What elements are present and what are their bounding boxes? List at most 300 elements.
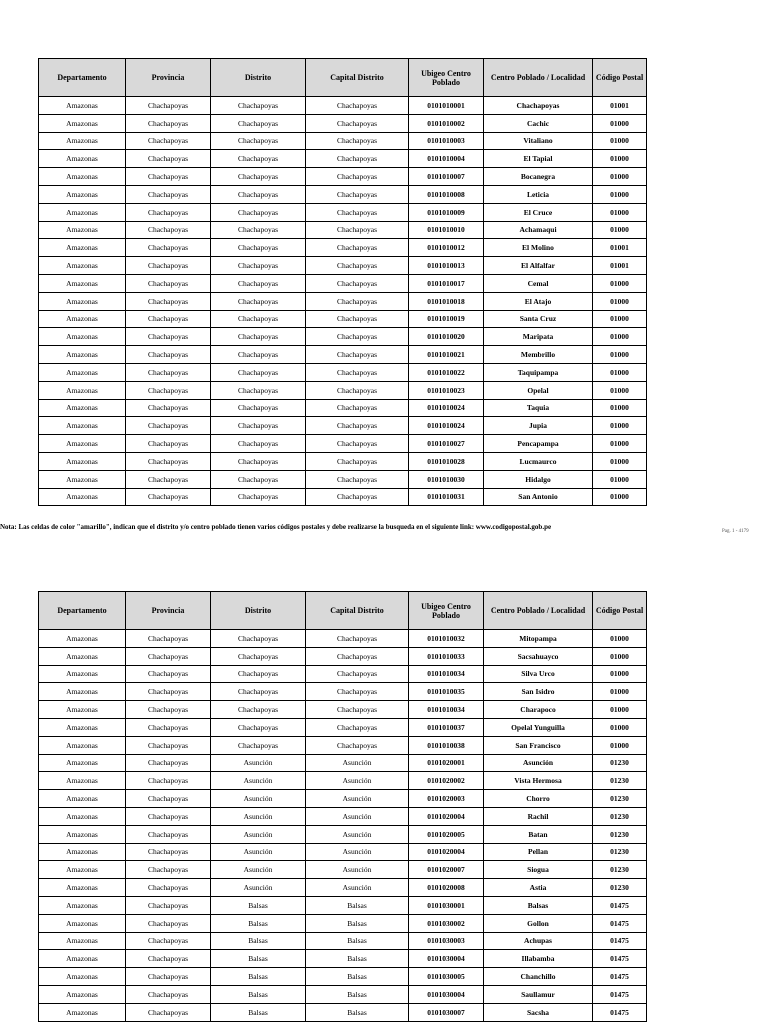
- cell-ubigeo: 0101030004: [409, 985, 484, 1003]
- cell-departamento: Amazonas: [39, 150, 126, 168]
- cell-codigo-postal: 01000: [593, 168, 647, 186]
- cell-ubigeo: 0101030002: [409, 914, 484, 932]
- cell-capital-distrito: Balsas: [306, 914, 409, 932]
- cell-codigo-postal: 01000: [593, 221, 647, 239]
- cell-ubigeo: 0101010035: [409, 683, 484, 701]
- table-row: [39, 452, 647, 470]
- cell-codigo-postal: 01230: [593, 807, 647, 825]
- cell-distrito: Chachapoyas: [211, 292, 306, 310]
- cell-capital-distrito: Chachapoyas: [306, 168, 409, 186]
- table-row: [39, 346, 647, 364]
- cell-departamento: Amazonas: [39, 363, 126, 381]
- cell-centro-poblado: Siogua: [484, 861, 593, 879]
- cell-distrito: Chachapoyas: [211, 630, 306, 648]
- cell-departamento: Amazonas: [39, 772, 126, 790]
- cell-distrito: Asunción: [211, 825, 306, 843]
- cell-codigo-postal: 01000: [593, 647, 647, 665]
- header-centro-poblado: Centro Poblado / Localidad: [484, 592, 593, 630]
- cell-centro-poblado: El Cruce: [484, 203, 593, 221]
- cell-ubigeo: 0101010012: [409, 239, 484, 257]
- cell-capital-distrito: Chachapoyas: [306, 203, 409, 221]
- cell-ubigeo: 0101030003: [409, 932, 484, 950]
- cell-departamento: Amazonas: [39, 417, 126, 435]
- cell-capital-distrito: Chachapoyas: [306, 150, 409, 168]
- cell-provincia: Chachapoyas: [126, 665, 211, 683]
- cell-departamento: Amazonas: [39, 701, 126, 719]
- cell-ubigeo: 0101010007: [409, 168, 484, 186]
- table-row: [39, 470, 647, 488]
- cell-ubigeo: 0101020008: [409, 879, 484, 897]
- cell-provincia: Chachapoyas: [126, 896, 211, 914]
- table-row: [39, 630, 647, 648]
- cell-ubigeo: 0101020001: [409, 754, 484, 772]
- table-row: [39, 168, 647, 186]
- header-codigo-postal: Código Postal: [593, 59, 647, 97]
- cell-ubigeo: 0101010018: [409, 292, 484, 310]
- header-departamento: Departamento: [39, 59, 126, 97]
- cell-capital-distrito: Balsas: [306, 985, 409, 1003]
- cell-codigo-postal: 01001: [593, 257, 647, 275]
- table-row: [39, 825, 647, 843]
- cell-codigo-postal: 01000: [593, 150, 647, 168]
- cell-centro-poblado: El Alfalfar: [484, 257, 593, 275]
- cell-centro-poblado: Vista Hermosa: [484, 772, 593, 790]
- cell-centro-poblado: El Tapial: [484, 150, 593, 168]
- cell-distrito: Chachapoyas: [211, 718, 306, 736]
- cell-capital-distrito: Asunción: [306, 879, 409, 897]
- cell-ubigeo: 0101010031: [409, 488, 484, 506]
- cell-centro-poblado: Chachapoyas: [484, 97, 593, 115]
- cell-ubigeo: 0101010034: [409, 665, 484, 683]
- header-provincia: Provincia: [126, 59, 211, 97]
- postal-code-table-2: [38, 591, 647, 1022]
- cell-provincia: Chachapoyas: [126, 203, 211, 221]
- cell-capital-distrito: Balsas: [306, 896, 409, 914]
- cell-departamento: Amazonas: [39, 292, 126, 310]
- cell-centro-poblado: Bocanegra: [484, 168, 593, 186]
- header-ubigeo: Ubigeo Centro Poblado: [409, 59, 484, 97]
- table-row: [39, 132, 647, 150]
- cell-codigo-postal: 01000: [593, 328, 647, 346]
- cell-distrito: Balsas: [211, 932, 306, 950]
- header-departamento: Departamento: [39, 592, 126, 630]
- cell-capital-distrito: Chachapoyas: [306, 683, 409, 701]
- cell-ubigeo: 0101010021: [409, 346, 484, 364]
- cell-departamento: Amazonas: [39, 718, 126, 736]
- cell-centro-poblado: Gollon: [484, 914, 593, 932]
- cell-codigo-postal: 01000: [593, 435, 647, 453]
- cell-codigo-postal: 01230: [593, 772, 647, 790]
- cell-provincia: Chachapoyas: [126, 470, 211, 488]
- cell-distrito: Chachapoyas: [211, 452, 306, 470]
- cell-departamento: Amazonas: [39, 683, 126, 701]
- cell-centro-poblado: San Francisco: [484, 736, 593, 754]
- cell-provincia: Chachapoyas: [126, 772, 211, 790]
- table-body: [39, 97, 647, 506]
- cell-codigo-postal: 01000: [593, 310, 647, 328]
- cell-distrito: Chachapoyas: [211, 399, 306, 417]
- cell-departamento: Amazonas: [39, 97, 126, 115]
- table-row: [39, 790, 647, 808]
- header-codigo-postal: Código Postal: [593, 592, 647, 630]
- cell-provincia: Chachapoyas: [126, 274, 211, 292]
- cell-codigo-postal: 01475: [593, 985, 647, 1003]
- cell-capital-distrito: Chachapoyas: [306, 114, 409, 132]
- cell-centro-poblado: Taquia: [484, 399, 593, 417]
- cell-distrito: Chachapoyas: [211, 683, 306, 701]
- cell-capital-distrito: Chachapoyas: [306, 381, 409, 399]
- cell-departamento: Amazonas: [39, 221, 126, 239]
- table-row: [39, 861, 647, 879]
- cell-centro-poblado: Batan: [484, 825, 593, 843]
- cell-centro-poblado: Opelal Yunguilla: [484, 718, 593, 736]
- cell-codigo-postal: 01475: [593, 1003, 647, 1021]
- cell-codigo-postal: 01000: [593, 488, 647, 506]
- cell-codigo-postal: 01000: [593, 736, 647, 754]
- cell-capital-distrito: Chachapoyas: [306, 665, 409, 683]
- table-row: [39, 203, 647, 221]
- table-row: [39, 683, 647, 701]
- cell-codigo-postal: 01475: [593, 968, 647, 986]
- cell-capital-distrito: Chachapoyas: [306, 185, 409, 203]
- cell-ubigeo: 0101030007: [409, 1003, 484, 1021]
- cell-capital-distrito: Asunción: [306, 843, 409, 861]
- cell-departamento: Amazonas: [39, 879, 126, 897]
- cell-departamento: Amazonas: [39, 328, 126, 346]
- cell-centro-poblado: Lucmaurco: [484, 452, 593, 470]
- cell-centro-poblado: Pellan: [484, 843, 593, 861]
- table-row: [39, 488, 647, 506]
- table-row: [39, 914, 647, 932]
- cell-departamento: Amazonas: [39, 968, 126, 986]
- table-row: [39, 381, 647, 399]
- cell-departamento: Amazonas: [39, 896, 126, 914]
- cell-centro-poblado: El Atajo: [484, 292, 593, 310]
- cell-centro-poblado: Astia: [484, 879, 593, 897]
- cell-centro-poblado: Santa Cruz: [484, 310, 593, 328]
- cell-distrito: Chachapoyas: [211, 310, 306, 328]
- table-row: [39, 985, 647, 1003]
- cell-centro-poblado: Mitopampa: [484, 630, 593, 648]
- cell-codigo-postal: 01000: [593, 417, 647, 435]
- cell-distrito: Chachapoyas: [211, 435, 306, 453]
- cell-ubigeo: 0101010013: [409, 257, 484, 275]
- cell-distrito: Balsas: [211, 896, 306, 914]
- cell-distrito: Chachapoyas: [211, 381, 306, 399]
- table-row: [39, 310, 647, 328]
- header-distrito: Distrito: [211, 592, 306, 630]
- cell-centro-poblado: El Molino: [484, 239, 593, 257]
- cell-distrito: Chachapoyas: [211, 470, 306, 488]
- cell-provincia: Chachapoyas: [126, 239, 211, 257]
- cell-centro-poblado: Chorro: [484, 790, 593, 808]
- cell-centro-poblado: Silva Urco: [484, 665, 593, 683]
- cell-capital-distrito: Chachapoyas: [306, 346, 409, 364]
- cell-capital-distrito: Chachapoyas: [306, 647, 409, 665]
- cell-codigo-postal: 01000: [593, 292, 647, 310]
- table-row: [39, 185, 647, 203]
- table-row: [39, 435, 647, 453]
- cell-ubigeo: 0101010034: [409, 701, 484, 719]
- cell-codigo-postal: 01001: [593, 239, 647, 257]
- cell-codigo-postal: 01230: [593, 861, 647, 879]
- cell-departamento: Amazonas: [39, 914, 126, 932]
- cell-distrito: Chachapoyas: [211, 736, 306, 754]
- cell-departamento: Amazonas: [39, 665, 126, 683]
- cell-distrito: Asunción: [211, 772, 306, 790]
- cell-capital-distrito: Chachapoyas: [306, 488, 409, 506]
- cell-departamento: Amazonas: [39, 807, 126, 825]
- cell-ubigeo: 0101010009: [409, 203, 484, 221]
- cell-distrito: Chachapoyas: [211, 203, 306, 221]
- cell-capital-distrito: Asunción: [306, 825, 409, 843]
- cell-centro-poblado: Chanchillo: [484, 968, 593, 986]
- cell-provincia: Chachapoyas: [126, 132, 211, 150]
- cell-provincia: Chachapoyas: [126, 683, 211, 701]
- cell-centro-poblado: Asunción: [484, 754, 593, 772]
- cell-codigo-postal: 01000: [593, 203, 647, 221]
- cell-departamento: Amazonas: [39, 736, 126, 754]
- cell-distrito: Balsas: [211, 985, 306, 1003]
- cell-provincia: Chachapoyas: [126, 950, 211, 968]
- header-ubigeo: Ubigeo Centro Poblado: [409, 592, 484, 630]
- cell-centro-poblado: Hidalgo: [484, 470, 593, 488]
- cell-distrito: Asunción: [211, 790, 306, 808]
- cell-codigo-postal: 01000: [593, 452, 647, 470]
- cell-capital-distrito: Chachapoyas: [306, 221, 409, 239]
- cell-distrito: Chachapoyas: [211, 168, 306, 186]
- cell-codigo-postal: 01475: [593, 896, 647, 914]
- cell-distrito: Chachapoyas: [211, 701, 306, 719]
- cell-departamento: Amazonas: [39, 488, 126, 506]
- cell-departamento: Amazonas: [39, 985, 126, 1003]
- table-row: [39, 950, 647, 968]
- table-row: [39, 257, 647, 275]
- cell-distrito: Chachapoyas: [211, 114, 306, 132]
- cell-provincia: Chachapoyas: [126, 435, 211, 453]
- cell-codigo-postal: 01230: [593, 843, 647, 861]
- cell-capital-distrito: Chachapoyas: [306, 736, 409, 754]
- header-provincia: Provincia: [126, 592, 211, 630]
- table-row: [39, 292, 647, 310]
- header-distrito: Distrito: [211, 59, 306, 97]
- cell-codigo-postal: 01475: [593, 914, 647, 932]
- cell-capital-distrito: Chachapoyas: [306, 97, 409, 115]
- cell-codigo-postal: 01000: [593, 132, 647, 150]
- cell-ubigeo: 0101020003: [409, 790, 484, 808]
- cell-capital-distrito: Balsas: [306, 950, 409, 968]
- cell-departamento: Amazonas: [39, 790, 126, 808]
- cell-departamento: Amazonas: [39, 861, 126, 879]
- cell-distrito: Chachapoyas: [211, 257, 306, 275]
- cell-codigo-postal: 01475: [593, 932, 647, 950]
- cell-capital-distrito: Chachapoyas: [306, 328, 409, 346]
- cell-capital-distrito: Chachapoyas: [306, 701, 409, 719]
- table-row: [39, 754, 647, 772]
- cell-provincia: Chachapoyas: [126, 97, 211, 115]
- table-body: [39, 630, 647, 1022]
- cell-departamento: Amazonas: [39, 1003, 126, 1021]
- cell-centro-poblado: San Antonio: [484, 488, 593, 506]
- cell-distrito: Chachapoyas: [211, 346, 306, 364]
- cell-ubigeo: 0101010001: [409, 97, 484, 115]
- cell-distrito: Balsas: [211, 950, 306, 968]
- cell-distrito: Balsas: [211, 914, 306, 932]
- cell-codigo-postal: 01000: [593, 274, 647, 292]
- cell-departamento: Amazonas: [39, 470, 126, 488]
- cell-departamento: Amazonas: [39, 239, 126, 257]
- cell-capital-distrito: Chachapoyas: [306, 435, 409, 453]
- cell-provincia: Chachapoyas: [126, 168, 211, 186]
- cell-departamento: Amazonas: [39, 203, 126, 221]
- cell-ubigeo: 0101010008: [409, 185, 484, 203]
- cell-distrito: Asunción: [211, 754, 306, 772]
- table-row: [39, 896, 647, 914]
- cell-ubigeo: 0101010037: [409, 718, 484, 736]
- cell-distrito: Asunción: [211, 807, 306, 825]
- cell-distrito: Chachapoyas: [211, 274, 306, 292]
- cell-ubigeo: 0101010003: [409, 132, 484, 150]
- cell-capital-distrito: Asunción: [306, 754, 409, 772]
- table-row: [39, 274, 647, 292]
- table-row: [39, 701, 647, 719]
- cell-centro-poblado: Saullamur: [484, 985, 593, 1003]
- cell-provincia: Chachapoyas: [126, 310, 211, 328]
- table-row: [39, 968, 647, 986]
- cell-codigo-postal: 01000: [593, 683, 647, 701]
- cell-capital-distrito: Asunción: [306, 807, 409, 825]
- cell-codigo-postal: 01230: [593, 790, 647, 808]
- cell-provincia: Chachapoyas: [126, 843, 211, 861]
- cell-ubigeo: 0101010010: [409, 221, 484, 239]
- cell-provincia: Chachapoyas: [126, 914, 211, 932]
- cell-provincia: Chachapoyas: [126, 381, 211, 399]
- cell-provincia: Chachapoyas: [126, 932, 211, 950]
- table-row: [39, 843, 647, 861]
- cell-ubigeo: 0101010020: [409, 328, 484, 346]
- cell-provincia: Chachapoyas: [126, 452, 211, 470]
- cell-departamento: Amazonas: [39, 168, 126, 186]
- cell-ubigeo: 0101030004: [409, 950, 484, 968]
- cell-centro-poblado: Leticia: [484, 185, 593, 203]
- table-row: [39, 114, 647, 132]
- cell-ubigeo: 0101010028: [409, 452, 484, 470]
- cell-provincia: Chachapoyas: [126, 879, 211, 897]
- footnote: Nota: Las celdas de color "amarillo", indican que el distrito y/o centro poblado tienen varios códigos postales y debe realizarse la busqueda en el siguiente link: www.codigopostal.gob.pe: [0, 523, 552, 531]
- cell-codigo-postal: 01000: [593, 399, 647, 417]
- cell-capital-distrito: Asunción: [306, 861, 409, 879]
- cell-centro-poblado: Charapoco: [484, 701, 593, 719]
- cell-centro-poblado: Opelal: [484, 381, 593, 399]
- cell-centro-poblado: Achupas: [484, 932, 593, 950]
- cell-codigo-postal: 01000: [593, 185, 647, 203]
- cell-distrito: Chachapoyas: [211, 647, 306, 665]
- cell-distrito: Chachapoyas: [211, 185, 306, 203]
- cell-ubigeo: 0101020004: [409, 843, 484, 861]
- cell-capital-distrito: Chachapoyas: [306, 470, 409, 488]
- cell-capital-distrito: Chachapoyas: [306, 452, 409, 470]
- cell-ubigeo: 0101010002: [409, 114, 484, 132]
- cell-ubigeo: 0101020005: [409, 825, 484, 843]
- table-header: [39, 59, 647, 97]
- table-row: [39, 736, 647, 754]
- cell-capital-distrito: Asunción: [306, 772, 409, 790]
- cell-distrito: Chachapoyas: [211, 239, 306, 257]
- cell-departamento: Amazonas: [39, 185, 126, 203]
- cell-departamento: Amazonas: [39, 825, 126, 843]
- cell-codigo-postal: 01230: [593, 754, 647, 772]
- cell-provincia: Chachapoyas: [126, 257, 211, 275]
- cell-codigo-postal: 01000: [593, 665, 647, 683]
- cell-distrito: Balsas: [211, 1003, 306, 1021]
- page-number: Pag. 1 - 4179: [722, 529, 749, 534]
- cell-departamento: Amazonas: [39, 274, 126, 292]
- cell-codigo-postal: 01000: [593, 470, 647, 488]
- cell-centro-poblado: Pencapampa: [484, 435, 593, 453]
- cell-provincia: Chachapoyas: [126, 346, 211, 364]
- cell-capital-distrito: Balsas: [306, 1003, 409, 1021]
- cell-provincia: Chachapoyas: [126, 221, 211, 239]
- table-row: [39, 239, 647, 257]
- cell-codigo-postal: 01000: [593, 701, 647, 719]
- cell-capital-distrito: Chachapoyas: [306, 399, 409, 417]
- cell-provincia: Chachapoyas: [126, 825, 211, 843]
- table-row: [39, 932, 647, 950]
- cell-distrito: Chachapoyas: [211, 488, 306, 506]
- cell-departamento: Amazonas: [39, 754, 126, 772]
- table-row: [39, 363, 647, 381]
- table-row: [39, 150, 647, 168]
- header-centro-poblado: Centro Poblado / Localidad: [484, 59, 593, 97]
- cell-provincia: Chachapoyas: [126, 861, 211, 879]
- cell-distrito: Chachapoyas: [211, 665, 306, 683]
- cell-ubigeo: 0101010030: [409, 470, 484, 488]
- table-row: [39, 1003, 647, 1021]
- cell-provincia: Chachapoyas: [126, 417, 211, 435]
- cell-capital-distrito: Chachapoyas: [306, 292, 409, 310]
- cell-departamento: Amazonas: [39, 399, 126, 417]
- cell-provincia: Chachapoyas: [126, 968, 211, 986]
- cell-centro-poblado: Sacsha: [484, 1003, 593, 1021]
- cell-centro-poblado: Cachic: [484, 114, 593, 132]
- cell-distrito: Asunción: [211, 843, 306, 861]
- cell-departamento: Amazonas: [39, 346, 126, 364]
- cell-centro-poblado: Membrillo: [484, 346, 593, 364]
- cell-centro-poblado: San Isidro: [484, 683, 593, 701]
- cell-departamento: Amazonas: [39, 257, 126, 275]
- table-row: [39, 399, 647, 417]
- cell-provincia: Chachapoyas: [126, 363, 211, 381]
- cell-codigo-postal: 01001: [593, 97, 647, 115]
- cell-capital-distrito: Balsas: [306, 968, 409, 986]
- cell-centro-poblado: Cemal: [484, 274, 593, 292]
- cell-capital-distrito: Chachapoyas: [306, 310, 409, 328]
- cell-provincia: Chachapoyas: [126, 647, 211, 665]
- table-row: [39, 807, 647, 825]
- cell-codigo-postal: 01000: [593, 114, 647, 132]
- cell-centro-poblado: Rachil: [484, 807, 593, 825]
- cell-centro-poblado: Jupia: [484, 417, 593, 435]
- cell-departamento: Amazonas: [39, 843, 126, 861]
- header-capital-distrito: Capital Distrito: [306, 592, 409, 630]
- cell-ubigeo: 0101030005: [409, 968, 484, 986]
- cell-capital-distrito: Chachapoyas: [306, 417, 409, 435]
- cell-ubigeo: 0101010027: [409, 435, 484, 453]
- cell-provincia: Chachapoyas: [126, 399, 211, 417]
- cell-distrito: Chachapoyas: [211, 328, 306, 346]
- table-header: [39, 592, 647, 630]
- cell-ubigeo: 0101030001: [409, 896, 484, 914]
